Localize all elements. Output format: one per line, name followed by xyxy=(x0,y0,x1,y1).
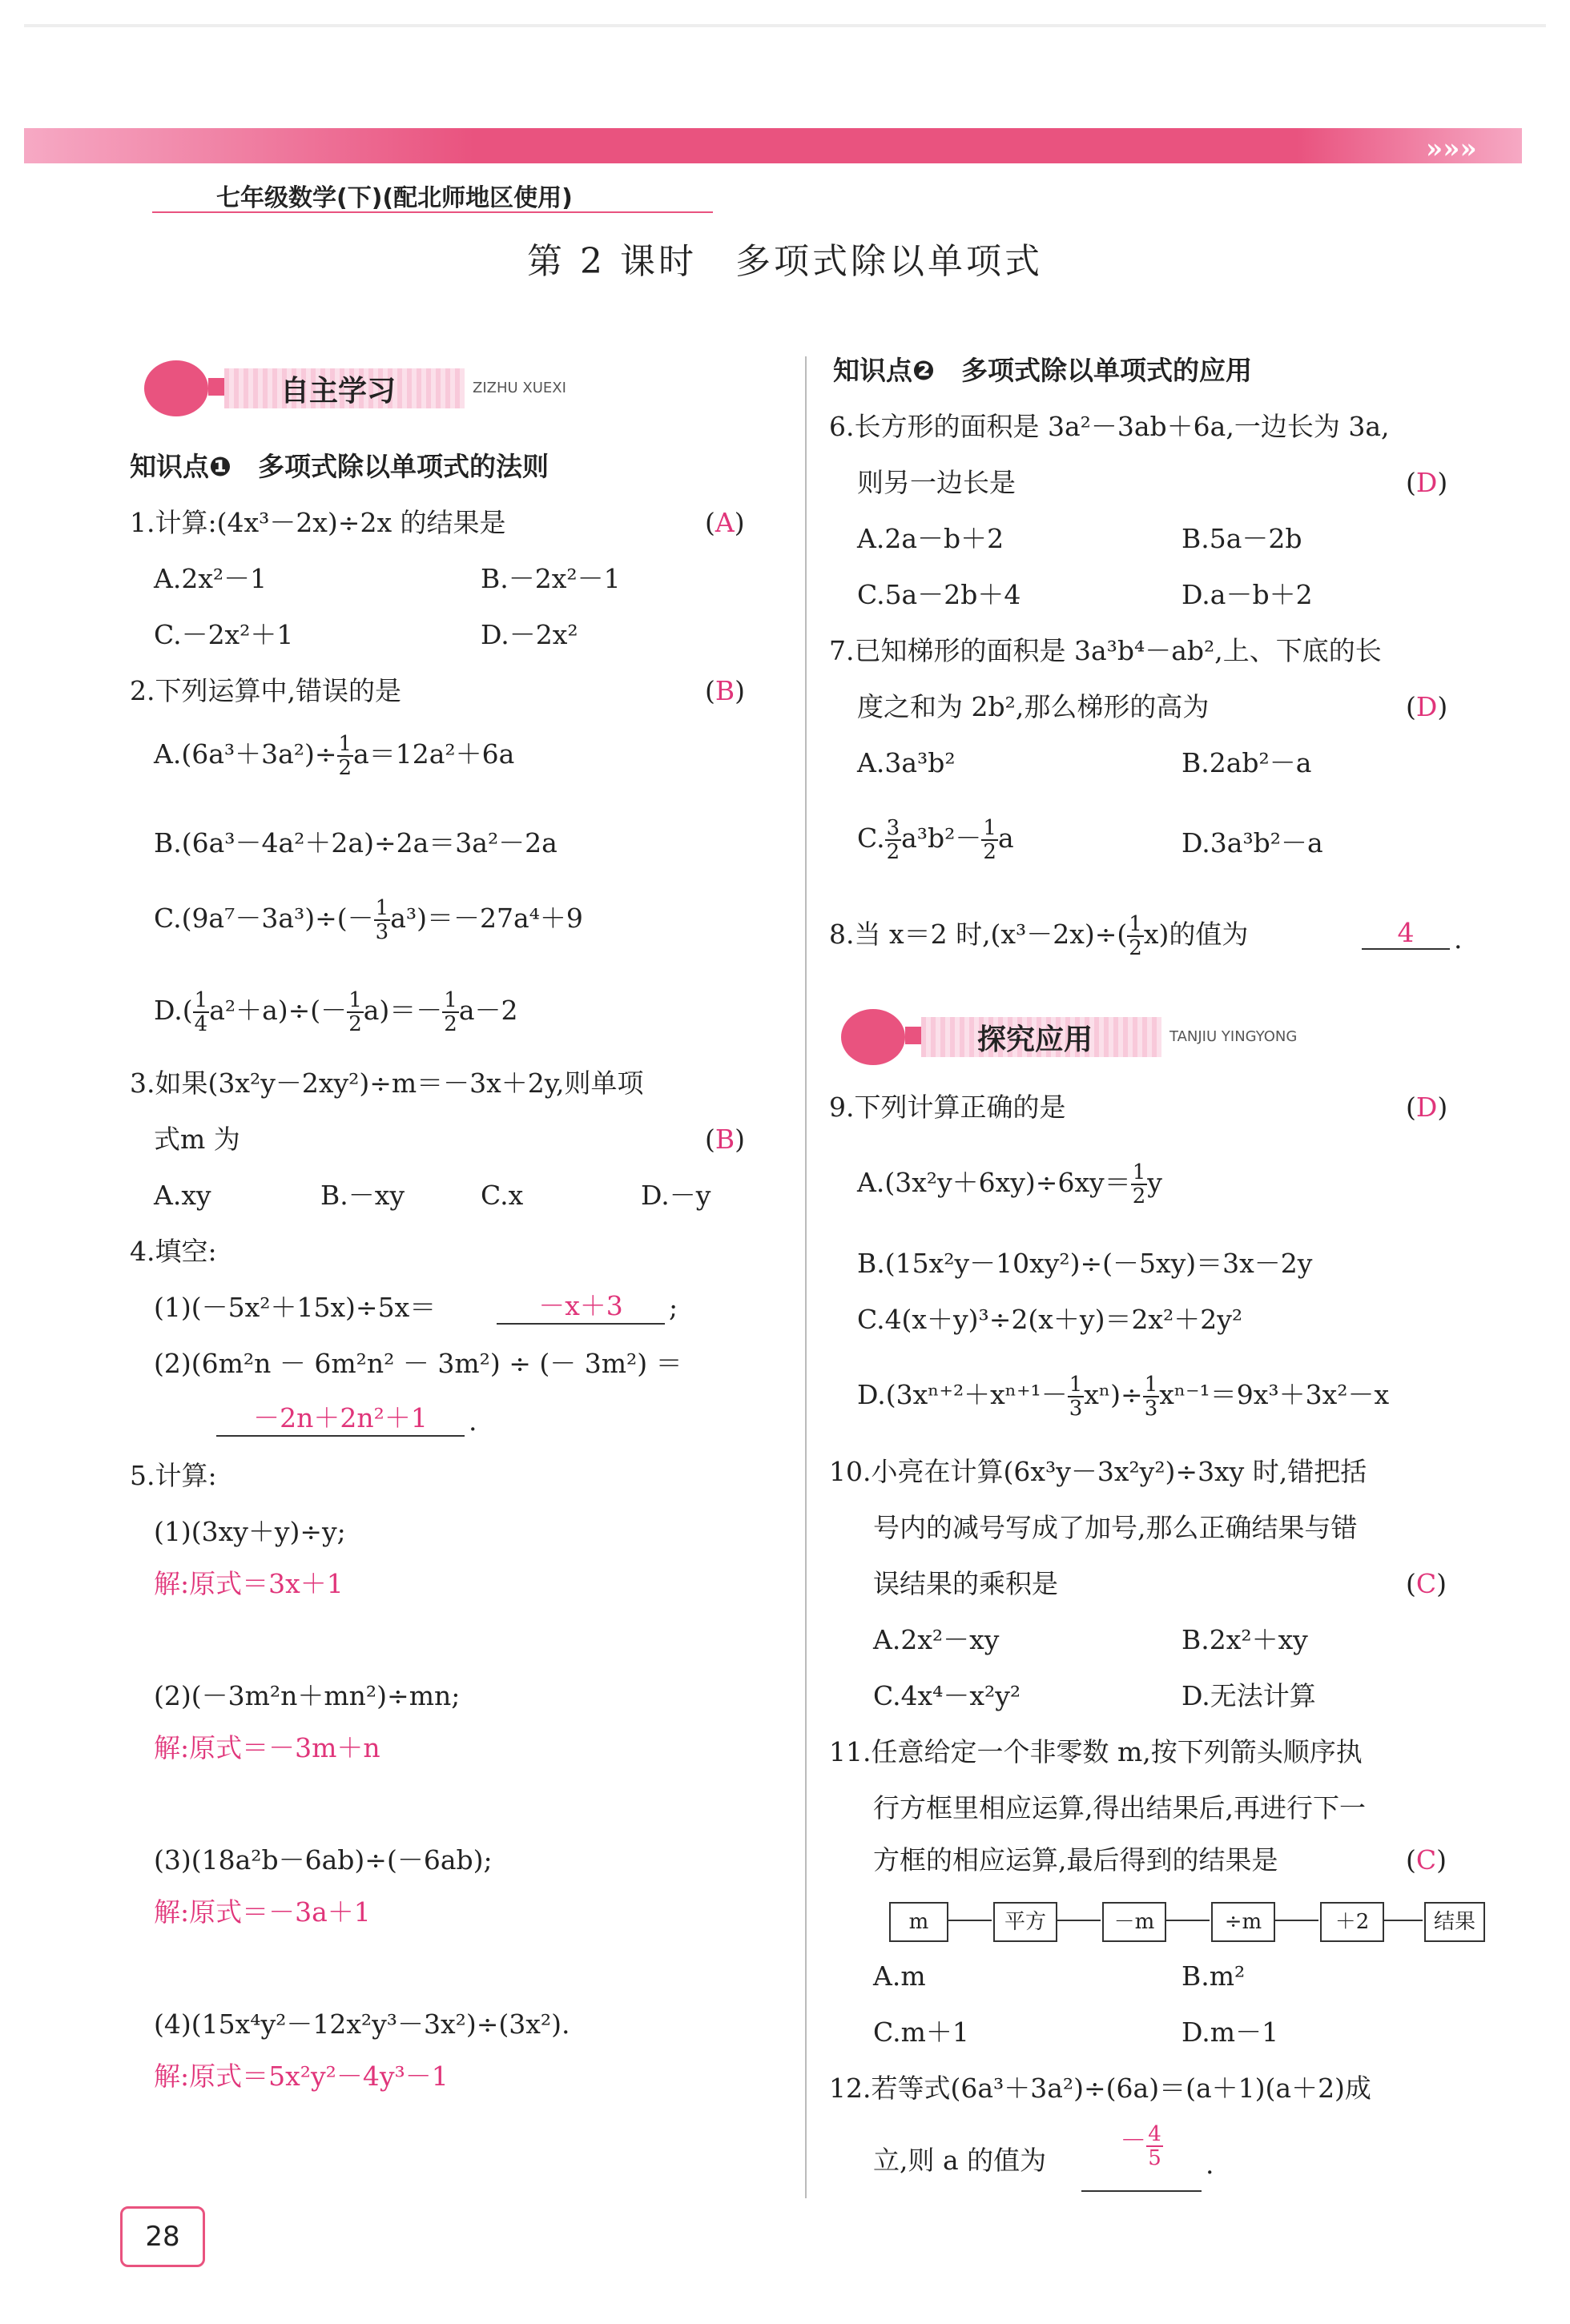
top-border xyxy=(24,24,1546,27)
period: . xyxy=(469,1405,477,1437)
q1-opt-d: D.－2x² xyxy=(481,619,578,650)
q6-stem-2: 则另一边长是 xyxy=(857,467,1016,498)
kp2-heading: 知识点❷ 多项式除以单项式的应用 xyxy=(833,355,1252,386)
q5-solution-1: 解:原式＝3x＋1 xyxy=(154,1568,344,1599)
arrow-icon xyxy=(1383,1920,1423,1921)
section-sub: ZIZHU XUEXI xyxy=(473,380,566,396)
arrow-icon xyxy=(947,1920,992,1921)
q11-answer: (C) xyxy=(1406,1844,1447,1876)
q11-opt-a: A.m xyxy=(873,1960,926,1992)
section-label: 探究应用 xyxy=(977,1023,1093,1056)
column-divider xyxy=(805,356,807,2198)
flow-box: －m xyxy=(1102,1902,1166,1942)
flow-box: m xyxy=(889,1902,948,1942)
fraction: $\frac{1}{2}$ xyxy=(1129,912,1142,960)
q9-stem: 9.下列计算正确的是 xyxy=(829,1092,1066,1123)
fraction: $\frac{1}{2}$ xyxy=(338,732,352,780)
q6-opt-c: C.5a－2b＋4 xyxy=(857,579,1021,610)
q7-opt-c: C. $\frac{3}{2}$ a³b²－ $\frac{1}{2}$ a xyxy=(857,816,1014,864)
q4-blank-1: －x＋3 xyxy=(497,1285,665,1325)
q4-stem: 4.填空: xyxy=(130,1236,217,1267)
q9-answer: (D) xyxy=(1406,1092,1448,1123)
q4-blank-2: －2n＋2n²＋1 xyxy=(216,1397,465,1437)
q7-opt-a: A.3a³b² xyxy=(857,747,956,778)
fraction: $\frac{1}{2}$ xyxy=(444,988,457,1036)
fraction: $\frac{1}{2}$ xyxy=(1132,1160,1146,1208)
q5-solution-4: 解:原式＝5x²y²－4y³－1 xyxy=(154,2061,449,2092)
q1-opt-a: A.2x²－1 xyxy=(154,563,268,594)
q2-opt-d: D.( $\frac{1}{4}$ a²＋a)÷(－ $\frac{1}{2}$ a)＝－ $\frac{1}{2}$ a－2 xyxy=(154,988,518,1036)
q11-line-2: 行方框里相应运算,得出结果后,再进行下一 xyxy=(873,1792,1366,1823)
q5-solution-2: 解:原式＝－3m＋n xyxy=(154,1732,380,1763)
q6-opt-b: B.5a－2b xyxy=(1182,523,1302,554)
q11-line-1: 11.任意给定一个非零数 m,按下列箭头顺序执 xyxy=(829,1736,1363,1767)
fraction: $\frac{3}{2}$ xyxy=(886,816,900,864)
q2-stem: 2.下列运算中,错误的是 xyxy=(130,675,401,706)
q1-opt-c: C.－2x²＋1 xyxy=(154,619,294,650)
q5-part3: (3)(18a²b－6ab)÷(－6ab); xyxy=(154,1844,493,1876)
q3-stem-2: 式m 为 xyxy=(154,1124,240,1155)
arrow-icon xyxy=(1165,1920,1210,1921)
q10-line-2: 号内的减号写成了加号,那么正确结果与错 xyxy=(873,1512,1358,1543)
fraction: $\frac{1}{3}$ xyxy=(1069,1373,1083,1421)
q5-part2: (2)(－3m²n＋mn²)÷mn; xyxy=(154,1680,461,1711)
flow-box: 平方 xyxy=(993,1902,1057,1942)
square-marker xyxy=(905,1027,923,1044)
fraction: $\frac{1}{3}$ xyxy=(1144,1373,1158,1421)
q1-stem: 1.计算:(4x³－2x)÷2x 的结果是 xyxy=(130,507,506,538)
period: . xyxy=(1206,2149,1214,2180)
q10-answer: (C) xyxy=(1406,1568,1447,1599)
q12-line-1: 12.若等式(6a³＋3a²)÷(6a)＝(a＋1)(a＋2)成 xyxy=(829,2073,1371,2104)
fraction: $\frac{1}{4}$ xyxy=(194,988,208,1036)
fraction: $\frac{1}{2}$ xyxy=(983,816,996,864)
fraction: $\frac{1}{2}$ xyxy=(348,988,362,1036)
q10-line-3: 误结果的乘积是 xyxy=(873,1568,1058,1599)
q3-answer: (B) xyxy=(705,1124,746,1155)
q3-opt-b: B.－xy xyxy=(320,1180,405,1211)
q8-stem: 8.当 x＝2 时,(x³－2x)÷( $\frac{1}{2}$ x)的值为 xyxy=(829,912,1249,960)
q12-blank: － $\frac{4}{5}$ xyxy=(1081,2122,1202,2192)
flow-box: ＋2 xyxy=(1320,1902,1384,1942)
q6-opt-a: A.2a－b＋2 xyxy=(857,523,1004,554)
lesson-title: 第 2 课时 多项式除以单项式 xyxy=(527,241,1043,282)
kp1-heading: 知识点❶ 多项式除以单项式的法则 xyxy=(130,451,549,482)
q3-opt-d: D.－y xyxy=(641,1180,711,1211)
arrow-icon xyxy=(1274,1920,1318,1921)
q7-stem-1: 7.已知梯形的面积是 3a³b⁴－ab²,上、下底的长 xyxy=(829,635,1382,666)
page-number: 28 xyxy=(120,2206,205,2267)
chevron-icon: »»» xyxy=(1426,133,1477,165)
flow-diagram xyxy=(889,1902,1482,1942)
q3-opt-c: C.x xyxy=(481,1180,524,1211)
q10-line-1: 10.小亮在计算(6x³y－3x²y²)÷3xy 时,错把括 xyxy=(829,1456,1367,1487)
q2-opt-b: B.(6a³－4a²＋2a)÷2a＝3a²－2a xyxy=(154,827,558,858)
q2-opt-a: A.(6a³＋3a²)÷ $\frac{1}{2}$ a＝12a²＋6a xyxy=(154,732,515,780)
q9-opt-c: C.4(x＋y)³÷2(x＋y)＝2x²＋2y² xyxy=(857,1304,1243,1335)
q5-part1: (1)(3xy＋y)÷y; xyxy=(154,1516,346,1547)
semicolon: ; xyxy=(669,1292,678,1323)
q6-answer: (D) xyxy=(1406,467,1448,498)
q3-opt-a: A.xy xyxy=(154,1180,211,1211)
q12-line-2: 立,则 a 的值为 xyxy=(873,2145,1047,2176)
q1-opt-b: B.－2x²－1 xyxy=(481,563,621,594)
q8-blank: 4 xyxy=(1362,917,1450,950)
q4-part1: (1)(－5x²＋15x)÷5x＝ xyxy=(154,1292,437,1323)
q5-stem: 5.计算: xyxy=(130,1460,217,1491)
q3-stem-1: 3.如果(3x²y－2xy²)÷m＝－3x＋2y,则单项 xyxy=(130,1068,644,1099)
q11-opt-c: C.m＋1 xyxy=(873,2016,969,2048)
q7-opt-d: D.3a³b²－a xyxy=(1182,827,1323,858)
q6-stem-1: 6.长方形的面积是 3a²－3ab＋6a,一边长为 3a, xyxy=(829,411,1390,442)
fraction: $\frac{1}{3}$ xyxy=(375,896,389,944)
section-sub: TANJIU YINGYONG xyxy=(1169,1028,1298,1045)
pen-icon xyxy=(841,1009,905,1065)
q10-opt-d: D.无法计算 xyxy=(1182,1680,1316,1711)
q2-opt-c: C.(9a⁷－3a³)÷(－ $\frac{1}{3}$ a³)＝－27a⁴＋9 xyxy=(154,896,583,944)
q11-opt-d: D.m－1 xyxy=(1182,2016,1279,2048)
q9-opt-a: A.(3x²y＋6xy)÷6xy＝ $\frac{1}{2}$ y xyxy=(857,1160,1162,1208)
q9-opt-b: B.(15x²y－10xy²)÷(－5xy)＝3x－2y xyxy=(857,1248,1313,1279)
q7-answer: (D) xyxy=(1406,691,1448,722)
q11-line-3: 方框的相应运算,最后得到的结果是 xyxy=(873,1844,1278,1876)
grade-label: 七年级数学(下)(配北师地区使用) xyxy=(216,184,573,212)
header-band xyxy=(24,128,1522,163)
q7-stem-2: 度之和为 2b²,那么梯形的高为 xyxy=(857,691,1210,722)
fraction: $\frac{4}{5}$ xyxy=(1148,2121,1161,2170)
q9-opt-d: D.(3xⁿ⁺²＋xⁿ⁺¹－ $\frac{1}{3}$ xⁿ)÷ $\frac{1}{3}$ xⁿ⁻¹＝9x³＋3x²－x xyxy=(857,1373,1390,1421)
q2-answer: (B) xyxy=(705,675,746,706)
period: . xyxy=(1454,923,1463,955)
q5-solution-3: 解:原式＝－3a＋1 xyxy=(154,1896,371,1928)
q4-part2: (2)(6m²n － 6m²n² － 3m²) ÷ (－ 3m²) ＝ xyxy=(154,1348,682,1379)
q7-opt-b: B.2ab²－a xyxy=(1182,747,1312,778)
q10-opt-c: C.4x⁴－x²y² xyxy=(873,1680,1021,1711)
flow-box: 结果 xyxy=(1424,1902,1485,1942)
section-label: 自主学习 xyxy=(280,375,397,408)
q11-opt-b: B.m² xyxy=(1182,1960,1246,1992)
q5-part4: (4)(15x⁴y²－12x²y³－3x²)÷(3x²). xyxy=(154,2008,570,2040)
flow-box: ÷m xyxy=(1211,1902,1275,1942)
square-marker xyxy=(208,378,226,396)
q10-opt-b: B.2x²＋xy xyxy=(1182,1624,1308,1655)
q10-opt-a: A.2x²－xy xyxy=(873,1624,1000,1655)
q1-answer: (A) xyxy=(705,507,745,538)
section-self-study xyxy=(136,360,697,412)
arrow-icon xyxy=(1056,1920,1101,1921)
q6-opt-d: D.a－b＋2 xyxy=(1182,579,1313,610)
section-explore xyxy=(833,1009,1394,1060)
pen-icon xyxy=(144,360,208,416)
